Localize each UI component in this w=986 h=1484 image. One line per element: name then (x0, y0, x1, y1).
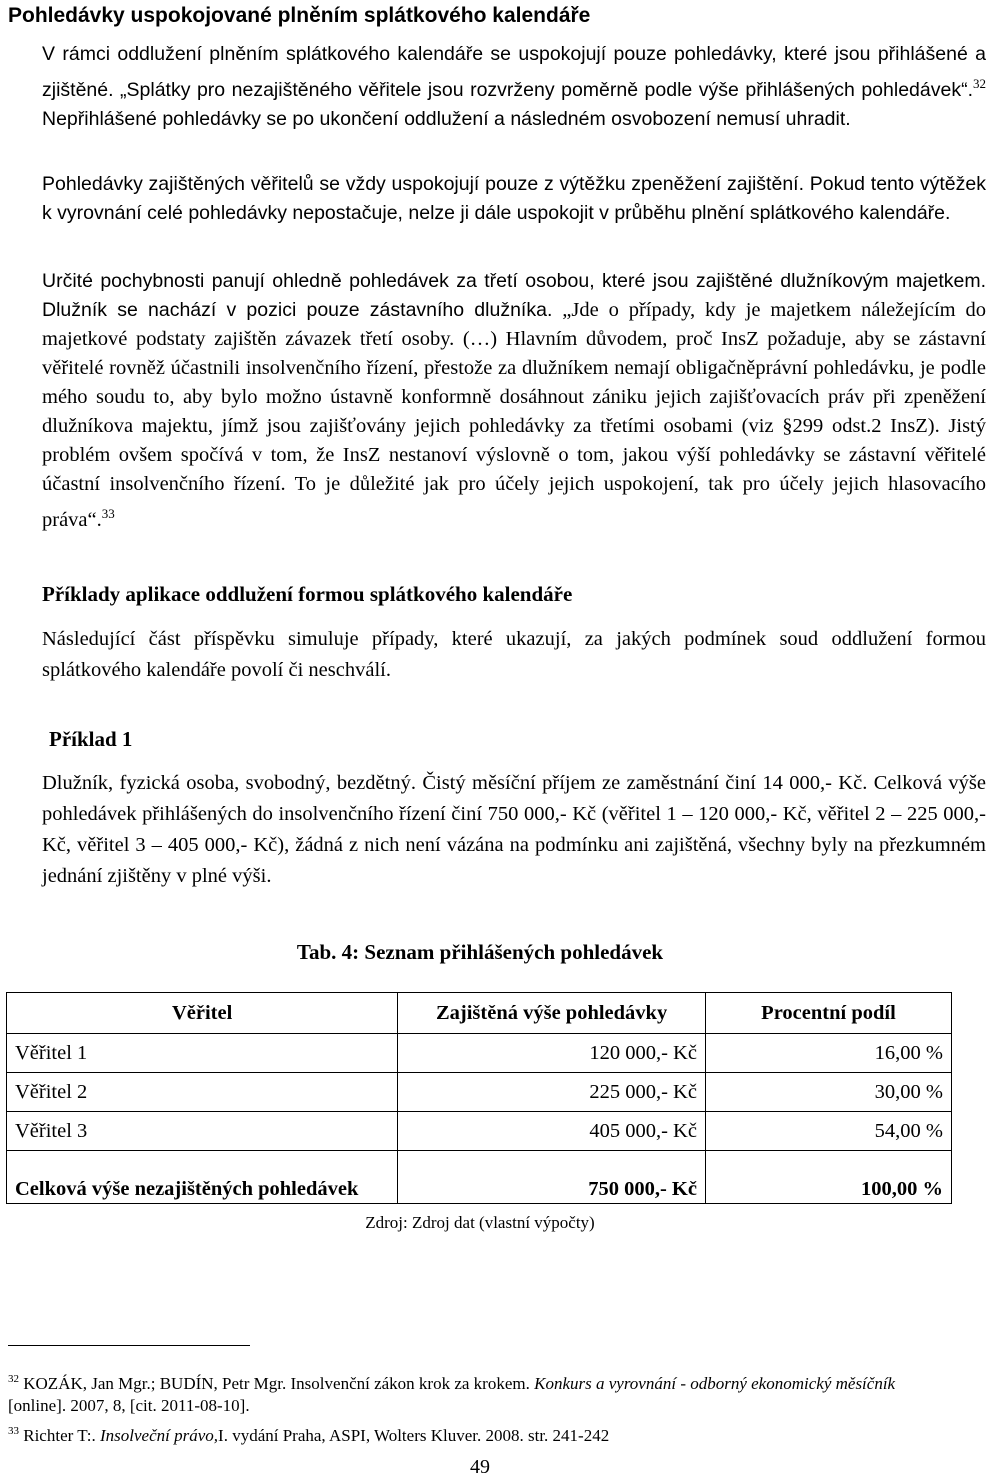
total-share-cell: 100,00 % (705, 1151, 951, 1204)
paragraph-third-party-claims (8, 267, 986, 535)
amount-cell: 225 000,- Kč (398, 1073, 706, 1112)
footnote-text: KOZÁK, Jan Mgr.; BUDÍN, Petr Mgr. Insolvenční zákon krok za krokem. (23, 1374, 535, 1393)
footnote-italic-title: Insolveční právo, (100, 1426, 219, 1445)
footnote-text: [online]. 2007, 8, [cit. 2011-08-10]. (8, 1396, 250, 1415)
creditor-cell: Věřitel 3 (7, 1112, 398, 1151)
table-header-row (7, 993, 952, 1034)
column-header-creditor: Věřitel (7, 993, 398, 1034)
paragraph-example-1: Dlužník, fyzická osoba, svobodný, bezdětný. Čistý měsíční příjem ze zaměstnání činí 14 000,- Kč. Celková výše pohledávek přihlášených do insolvenčního řízení činí 750 000,- Kč (věřitel 1 – 120 000,- Kč, věřitel 2 – 225 000,- Kč, věřitel 3 – 405 000,- Kč), žádná z nich není vázána na podmínku ani zajištěná, všechny byly na přezkumném jednání zjištěny v plné výši. (42, 772, 986, 887)
total-amount-cell: 750 000,- Kč (398, 1151, 706, 1204)
paragraph-claims-satisfied (8, 40, 986, 134)
footnote-divider (8, 1345, 250, 1346)
paragraph-text: Určité pochybnosti panují ohledně pohledávek za třetí osobou, které jsou zajištěné dlužníkovým majetkem. Dlužník se nachází v pozici pouze zástavního dlužníka. (42, 270, 986, 321)
footnote-italic-title: Konkurs a vyrovnání - odborný ekonomický měsíčník (534, 1374, 896, 1393)
column-header-share: Procentní podíl (705, 993, 951, 1034)
footnote-text: Richter T:. (23, 1426, 100, 1445)
creditor-cell: Věřitel 2 (7, 1073, 398, 1112)
creditor-cell: Věřitel 1 (7, 1034, 398, 1073)
document-page (8, 0, 986, 1484)
paragraph-secured-creditors: Pohledávky zajištěných věřitelů se vždy uspokojují pouze z výtěžku zpeněžení zajištění. Pokud tento výtěžek k vyrovnání celé pohledávky nepostačuje, nelze ji dále uspokojit v průběhu plnění splátkového kalendáře. (42, 173, 986, 224)
section-heading-examples: Příklady aplikace oddlužení formou splátkového kalendáře (42, 582, 573, 606)
claims-table (6, 992, 952, 1204)
paragraph-text: Nepřihlášené pohledávky se po ukončení oddlužení a následném osvobození nemusí uhradit. (42, 108, 851, 130)
table-row (7, 1112, 952, 1151)
page-number: 49 (470, 1456, 490, 1478)
table-row (7, 1034, 952, 1073)
table-caption: Tab. 4: Seznam přihlášených pohledávek (296, 940, 664, 964)
example-heading: Příklad 1 (49, 727, 133, 751)
footnote-33 (8, 1420, 952, 1447)
paragraph-intro: Následující část příspěvku simuluje případy, které ukazují, za jakých podmínek soud oddlužení formou splátkového kalendáře povolí či neschválí. (42, 628, 986, 681)
footnote-ref-32: 32 (973, 76, 986, 91)
share-cell: 16,00 % (705, 1034, 951, 1073)
amount-cell: 120 000,- Kč (398, 1034, 706, 1073)
table-total-row (7, 1151, 952, 1204)
share-cell: 54,00 % (705, 1112, 951, 1151)
footnote-number: 32 (8, 1373, 19, 1385)
section-heading: Pohledávky uspokojované plněním splátkového kalendáře (8, 4, 591, 27)
table-source: Zdroj: Zdroj dat (vlastní výpočty) (365, 1213, 595, 1232)
footnote-text: I. vydání Praha, ASPI, Wolters Kluver. 2008. str. 241-242 (218, 1426, 610, 1445)
amount-cell: 405 000,- Kč (398, 1112, 706, 1151)
footnote-ref-33: 33 (101, 506, 115, 521)
footnote-number: 33 (8, 1425, 19, 1437)
share-cell: 30,00 % (705, 1073, 951, 1112)
total-label-cell: Celková výše nezajištěných pohledávek (7, 1151, 398, 1204)
footnote-32 (8, 1368, 952, 1417)
quote-text: „Jde o případy, kdy je majetkem náležejícím do majetkové podstaty zajištěn závazek třetí osoby. (…) Hlavním důvodem, proč InsZ požaduje, aby se zástavní věřitelé rovněž účastnili insolvenčního řízení, přestože za dlužníkem nemají obligačněprávní pohledávku, je podle mého soudu to, aby bylo možno ústavně konformně dosáhnout zániku jejich zajišťovacích práv při zpeněžení dlužníkova majektu, jímž jsou zajišťovány jejich pohledávky za třetími osobami (viz §299 odst.2 InsZ). Jistý problém ovšem spočívá v tom, že InsZ nestanoví výslovně o tom, jakou výší pohledávky se zástavní věřitelé účastní insolvenčního řízení. To je důležité jak pro účely jejich uspokojení, tak pro účely jejich hlasovacího práva“. (42, 299, 986, 531)
column-header-amount: Zajištěná výše pohledávky (398, 993, 706, 1034)
table-row (7, 1073, 952, 1112)
paragraph-text: V rámci oddlužení plněním splátkového kalendáře se uspokojují pouze pohledávky, které jsou přihlášené a zjištěné. „Splátky pro nezajištěného věřitele jsou rozvrženy poměrně podle výše přihlášených pohledávek“. (42, 43, 986, 101)
